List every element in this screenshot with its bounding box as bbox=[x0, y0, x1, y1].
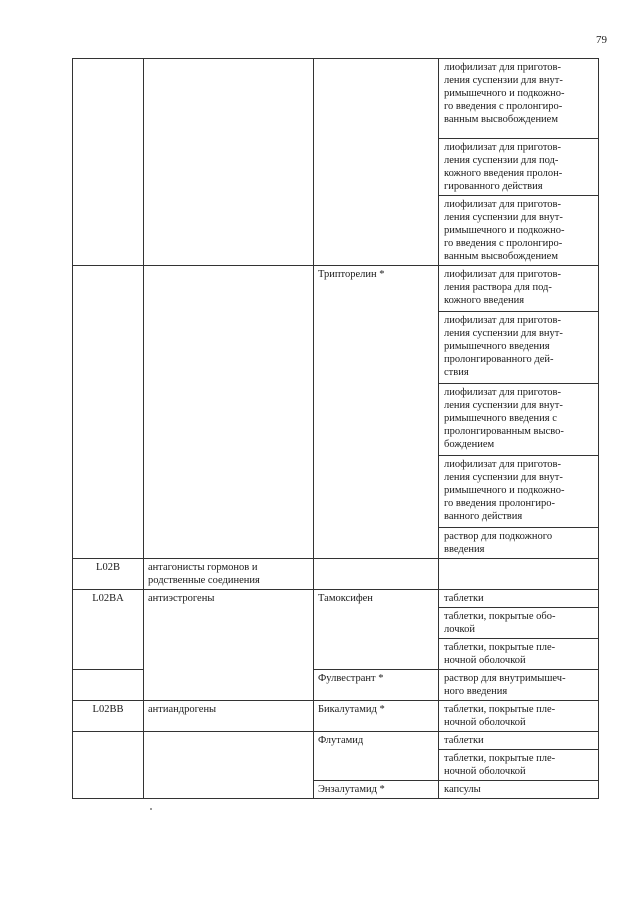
form-cell: лиофилизат для приготов- ления суспензии для внут- римышечного и подкожно- го введения с пролонгиро- ванным высвобождением bbox=[439, 59, 599, 139]
atc-code-cell bbox=[73, 732, 144, 799]
group-cell: антиэстрогены bbox=[144, 590, 314, 701]
drug-cell bbox=[314, 559, 439, 590]
form-cell: таблетки, покрытые пле- ночной оболочкой bbox=[439, 750, 599, 781]
form-cell bbox=[439, 559, 599, 590]
atc-code-cell: L02B bbox=[73, 559, 144, 590]
drug-cell: Бикалутамид * bbox=[314, 701, 439, 732]
group-cell bbox=[144, 59, 314, 266]
form-cell: лиофилизат для приготов- ления суспензии для под- кожного введения пролон- гированного действия bbox=[439, 139, 599, 196]
table-row bbox=[73, 732, 599, 750]
form-cell: лиофилизат для приготов- ления суспензии для внут- римышечного и подкожно- го введения пролонгиро- ванного действия bbox=[439, 456, 599, 528]
group-cell bbox=[144, 732, 314, 799]
form-cell: таблетки, покрытые пле- ночной оболочкой bbox=[439, 639, 599, 670]
form-cell: таблетки, покрытые пле- ночной оболочкой bbox=[439, 701, 599, 732]
drug-cell: Трипторелин * bbox=[314, 266, 439, 559]
drug-cell: Фулвестрант * bbox=[314, 670, 439, 701]
table-row bbox=[73, 559, 599, 590]
form-cell: раствор для подкожного введения bbox=[439, 528, 599, 559]
form-cell: лиофилизат для приготов- ления суспензии для внут- римышечного введения пролонгированного дей- ствия bbox=[439, 312, 599, 384]
atc-code-cell bbox=[73, 59, 144, 266]
form-cell: таблетки bbox=[439, 732, 599, 750]
table-row bbox=[73, 701, 599, 732]
drug-cell: Флутамид bbox=[314, 732, 439, 781]
drug-cell: Энзалутамид * bbox=[314, 781, 439, 799]
table-row bbox=[73, 59, 599, 139]
atc-code-cell: L02BA bbox=[73, 590, 144, 670]
form-cell: таблетки, покрытые обо- лочкой bbox=[439, 608, 599, 639]
page-number: 79 bbox=[596, 34, 607, 46]
scan-artifact bbox=[150, 808, 152, 810]
table-row bbox=[73, 590, 599, 608]
atc-code-cell bbox=[73, 670, 144, 701]
group-cell: антагонисты гормонов и родственные соединения bbox=[144, 559, 314, 590]
group-cell: антиандрогены bbox=[144, 701, 314, 732]
form-cell: лиофилизат для приготов- ления суспензии для внут- римышечного и подкожно- го введения с пролонгиро- ванным высвобождением bbox=[439, 196, 599, 266]
group-cell bbox=[144, 266, 314, 559]
atc-code-cell: L02BB bbox=[73, 701, 144, 732]
form-cell: лиофилизат для приготов- ления раствора для под- кожного введения bbox=[439, 266, 599, 312]
atc-code-cell bbox=[73, 266, 144, 559]
drug-table bbox=[72, 58, 599, 799]
form-cell: раствор для внутримышеч- ного введения bbox=[439, 670, 599, 701]
drug-cell: Тамоксифен bbox=[314, 590, 439, 670]
table-row bbox=[73, 266, 599, 312]
form-cell: капсулы bbox=[439, 781, 599, 799]
form-cell: таблетки bbox=[439, 590, 599, 608]
form-cell: лиофилизат для приготов- ления суспензии для внут- римышечного введения с пролонгированным высво- бождением bbox=[439, 384, 599, 456]
drug-cell bbox=[314, 59, 439, 266]
